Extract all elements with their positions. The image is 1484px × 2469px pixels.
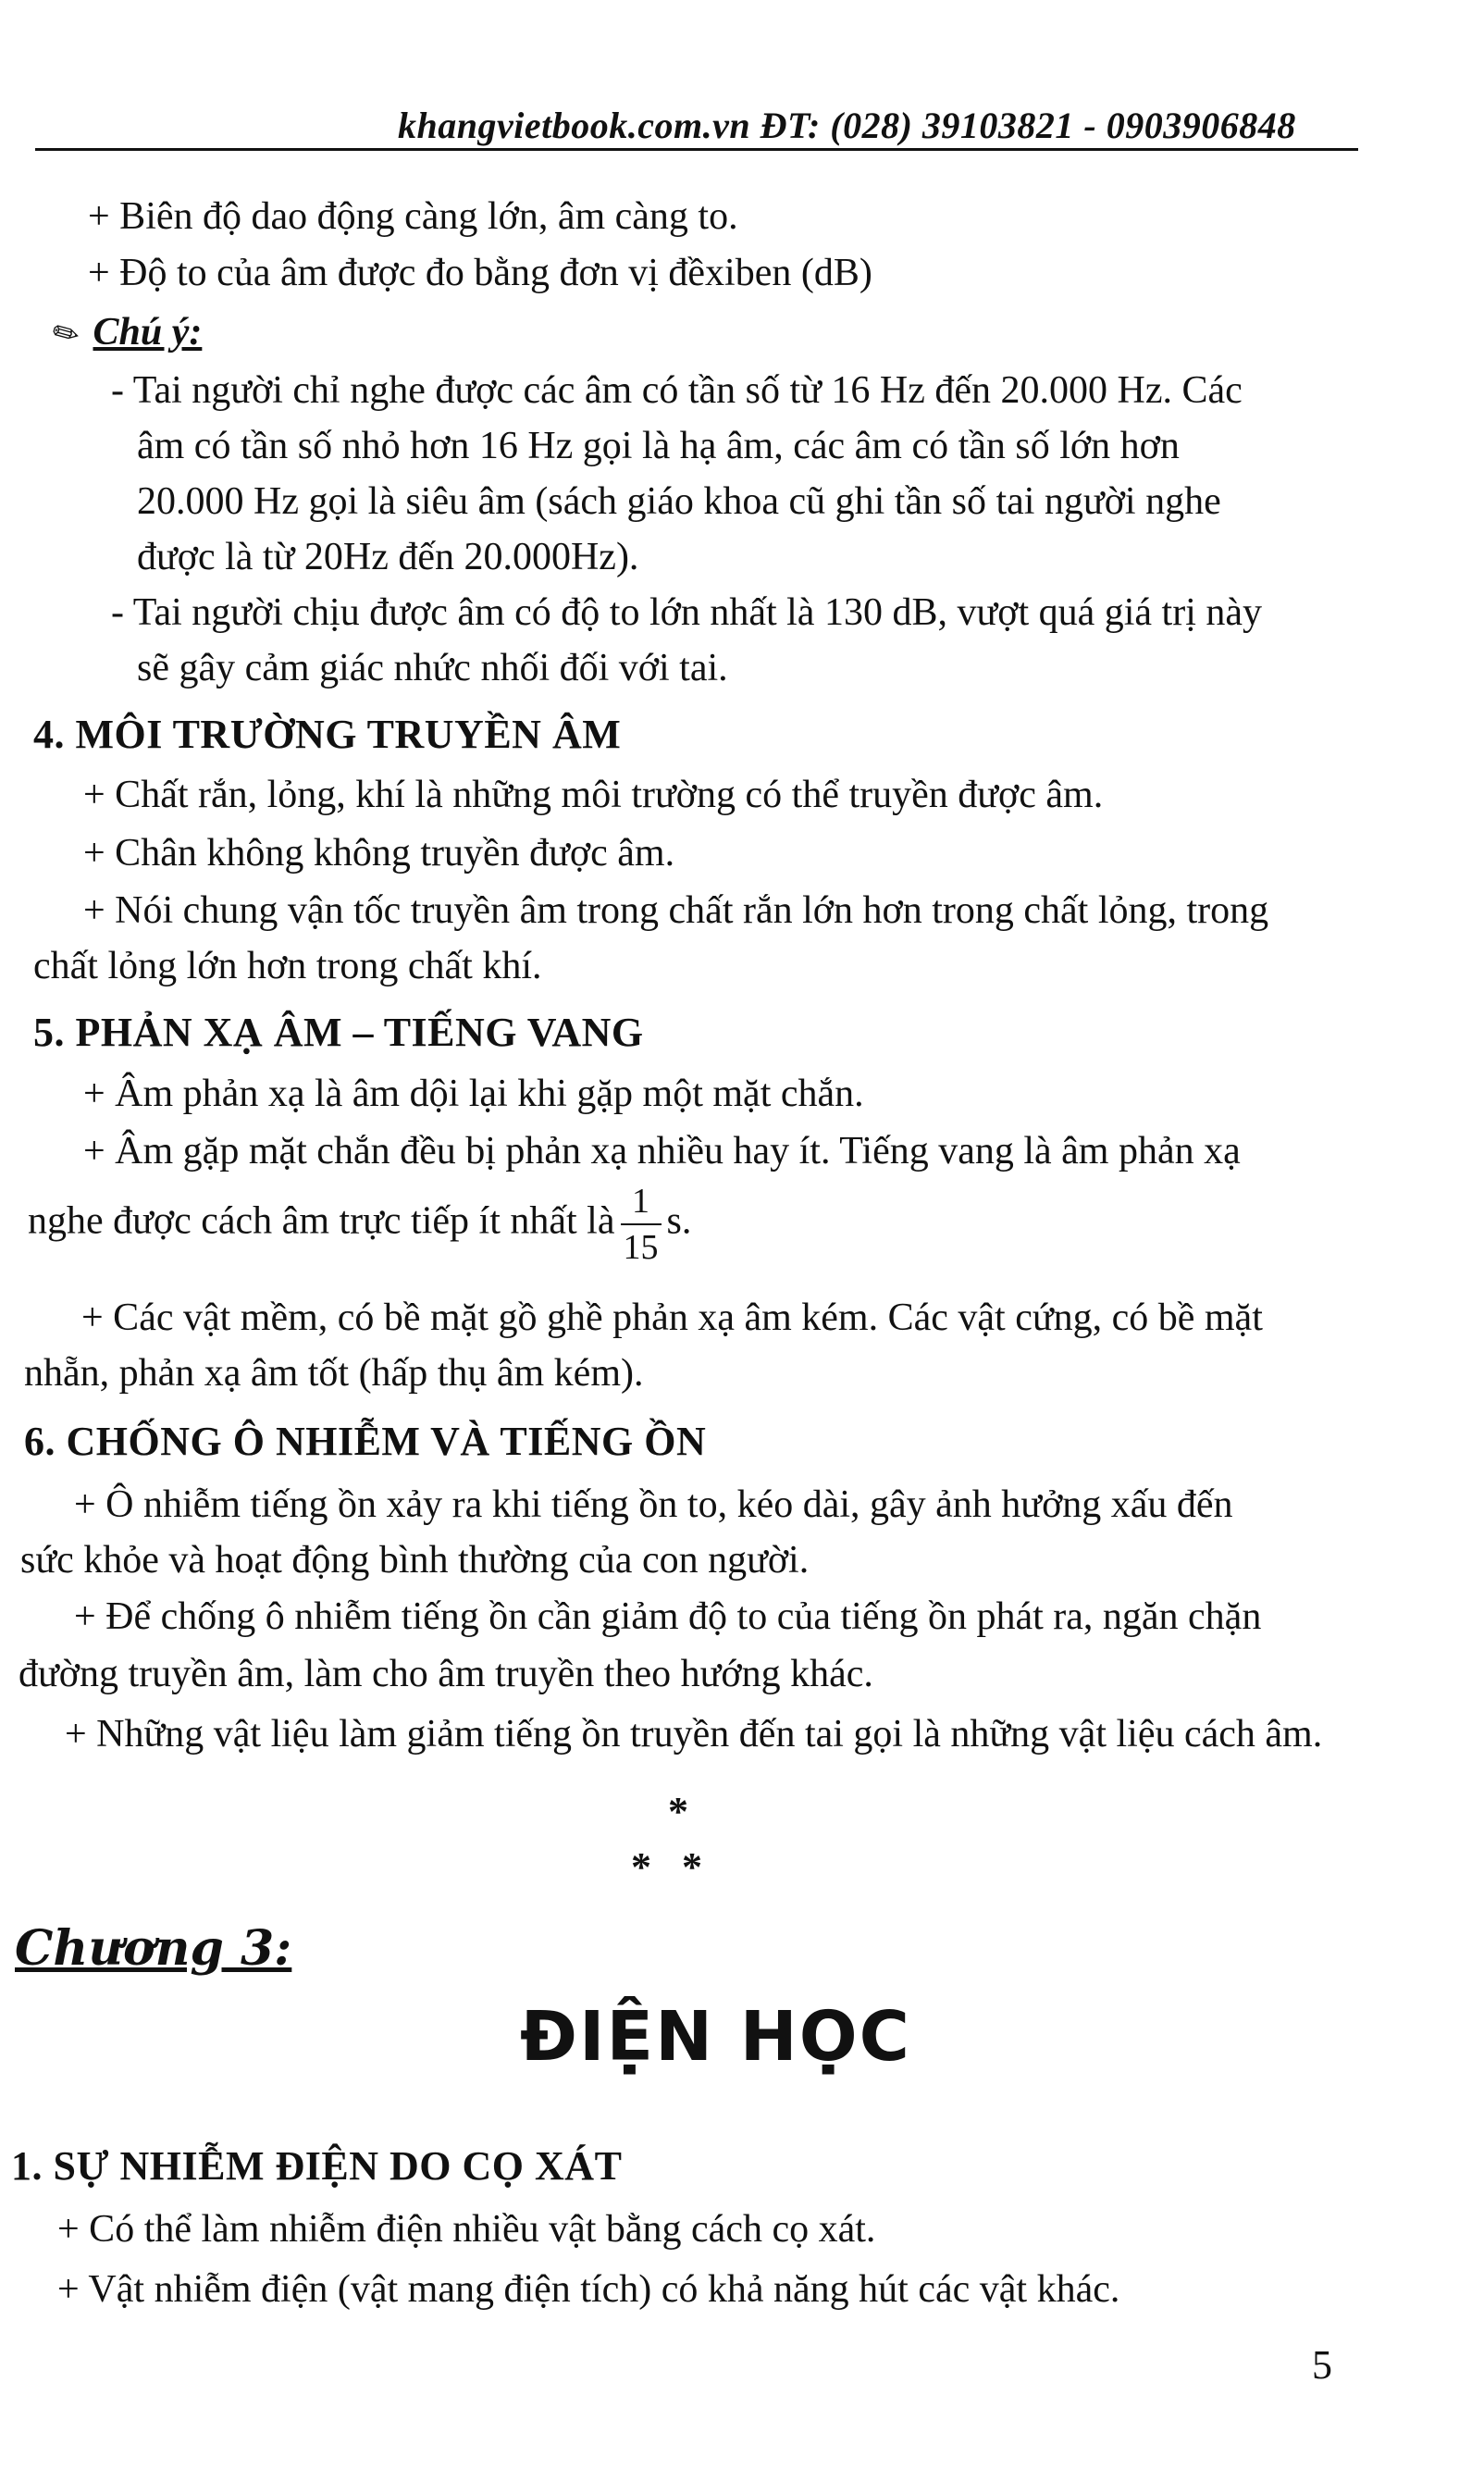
- text-line: + Để chống ô nhiễm tiếng ồn cần giảm độ to của tiếng ồn phát ra, ngăn chặn: [74, 1595, 1262, 1638]
- note-title: Chú ý:: [93, 311, 203, 354]
- text-line: chất lỏng lớn hơn trong chất khí.: [33, 945, 542, 987]
- note-line: được là từ 20Hz đến 20.000Hz).: [137, 536, 639, 578]
- page-header: khangvietbook.com.vn ĐT: (028) 39103821 - 0903906848: [398, 105, 1296, 146]
- note-line: âm có tần số nhỏ hơn 16 Hz gọi là hạ âm, các âm có tần số lớn hơn: [137, 425, 1180, 467]
- fraction-line: [28, 1183, 691, 1266]
- text-line: + Chất rắn, lỏng, khí là những môi trường có thể truyền được âm.: [83, 774, 1104, 816]
- text-line: + Nói chung vận tốc truyền âm trong chất rắn lớn hơn trong chất lỏng, trong: [83, 889, 1269, 932]
- note-line: - Tai người chịu được âm có độ to lớn nhất là 130 dB, vượt quá giá trị này: [111, 591, 1263, 634]
- text-line: + Âm phản xạ là âm dội lại khi gặp một mặt chắn.: [83, 1073, 864, 1115]
- pencil-icon: ✎: [46, 313, 87, 356]
- fraction: [621, 1183, 662, 1266]
- text-line: + Có thể làm nhiễm điện nhiều vật bằng cách cọ xát.: [57, 2208, 876, 2251]
- fraction-bar: [621, 1223, 662, 1225]
- text-line: sức khỏe và hoạt động bình thường của con người.: [20, 1539, 810, 1582]
- text-line: + Độ to của âm được đo bằng đơn vị đềxiben (dB): [88, 252, 872, 294]
- separator-star: *: [668, 1789, 688, 1834]
- text-line: + Những vật liệu làm giảm tiếng ồn truyền đến tai gọi là những vật liệu cách âm.: [65, 1713, 1323, 1756]
- section-heading: 5. PHẢN XẠ ÂM – TIẾNG VANG: [33, 1010, 644, 1055]
- section-heading: 4. MÔI TRƯỜNG TRUYỀN ÂM: [33, 712, 622, 757]
- separator-stars: * *: [631, 1844, 702, 1890]
- fraction-numerator: 1: [632, 1182, 649, 1221]
- fraction-denominator: 15: [623, 1228, 659, 1267]
- section-heading: 6. CHỐNG Ô NHIỄM VÀ TIẾNG ỒN: [24, 1419, 707, 1464]
- page-number: 5: [1312, 2342, 1332, 2388]
- text-line: đường truyền âm, làm cho âm truyền theo hướng khác.: [19, 1653, 873, 1695]
- note-line: sẽ gây cảm giác nhức nhối đối với tai.: [137, 647, 728, 689]
- header-rule: [35, 148, 1358, 151]
- text-line: + Các vật mềm, có bề mặt gồ ghề phản xạ âm kém. Các vật cứng, có bề mặt: [81, 1297, 1263, 1339]
- note-line: 20.000 Hz gọi là siêu âm (sách giáo khoa cũ ghi tần số tai người nghe: [137, 480, 1221, 523]
- text-line: + Âm gặp mặt chắn đều bị phản xạ nhiều hay ít. Tiếng vang là âm phản xạ: [83, 1130, 1241, 1172]
- fraction-prefix: nghe được cách âm trực tiếp ít nhất là: [28, 1199, 615, 1243]
- note-line: - Tai người chỉ nghe được các âm có tần số từ 16 Hz đến 20.000 Hz. Các: [111, 369, 1243, 412]
- text-line: + Chân không không truyền được âm.: [83, 832, 675, 875]
- chapter-label: Chương 3:: [15, 1920, 292, 1977]
- chapter-title: ĐIỆN HỌC: [520, 1997, 911, 2077]
- text-line: nhẵn, phản xạ âm tốt (hấp thụ âm kém).: [24, 1352, 644, 1395]
- text-line: + Biên độ dao động càng lớn, âm càng to.: [88, 195, 738, 238]
- fraction-suffix: s.: [666, 1199, 692, 1243]
- text-line: + Vật nhiễm điện (vật mang điện tích) có khả năng hút các vật khác.: [57, 2268, 1120, 2311]
- text-line: + Ô nhiễm tiếng ồn xảy ra khi tiếng ồn to, kéo dài, gây ảnh hưởng xấu đến: [74, 1483, 1233, 1526]
- note-heading: [46, 305, 203, 362]
- section-heading: 1. SỰ NHIỄM ĐIỆN DO CỌ XÁT: [11, 2143, 623, 2189]
